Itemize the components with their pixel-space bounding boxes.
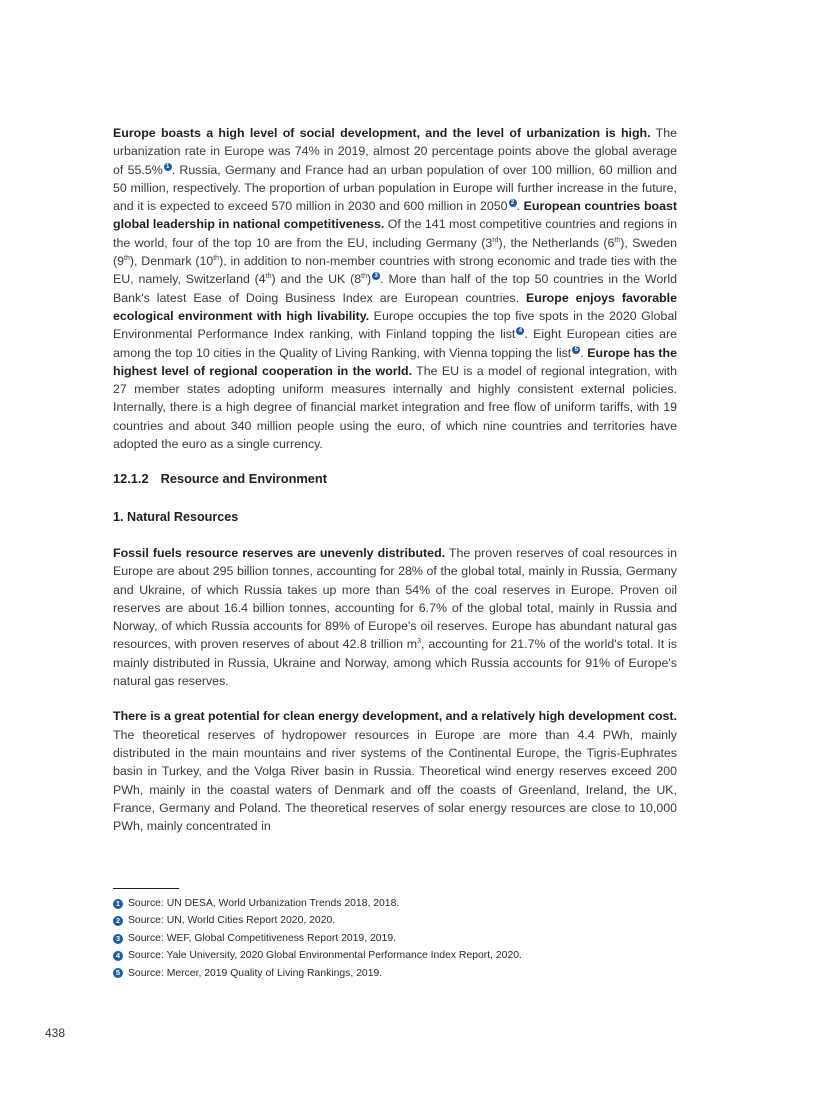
- footnote-number-badge: 5: [113, 968, 123, 978]
- lead-sentence: Europe enjoys favorable ecological environment with high livability.: [113, 290, 678, 323]
- footnote-number-badge: 2: [113, 916, 123, 926]
- footnote-item: [113, 947, 522, 964]
- footnote-item: [113, 895, 522, 912]
- subsection-heading: 1. Natural Resources: [113, 509, 239, 524]
- footnote-ref-3[interactable]: 3: [372, 272, 380, 280]
- text: . More than half of the top 50 countries in the World Bank's latest Ease of Doing Business Index are European countries.: [113, 272, 677, 305]
- text: The urbanization rate in Europe was 74% in 2019, almost 20 percentage points above the global average of 55.5%: [113, 126, 677, 177]
- text: .: [516, 199, 524, 214]
- section-heading: [113, 470, 677, 488]
- footnote-number-badge: 3: [113, 934, 123, 944]
- text: ), the Netherlands (6: [498, 235, 615, 250]
- section-title: Resource and Environment: [160, 471, 327, 487]
- text: ), Denmark (10: [129, 254, 214, 269]
- text: The proven reserves of coal resources in Europe are about 295 billion tonnes, accounting for 28% of the global total, mainly in Russia, Germany and Ukraine, of which Russia takes up more than 54% of the coal reserves in Europe. Proven oil reserves are about 16.4 billion tonnes, accounting for 6.7% of the global total, mainly in Russia and Norway, of which Russia accounts for 89% of Europe's oil reserves. Europe has abundant natural gas resources, with proven reserves of about 42.8 trillion m: [113, 545, 677, 652]
- footnotes: [113, 888, 522, 982]
- ordinal: rd: [492, 236, 499, 244]
- text: .: [580, 345, 588, 360]
- lead-sentence: Europe boasts a high level of social development, and the level of urbanization is high.: [113, 126, 651, 140]
- text: . Eight European cities are among the top 10 cities in the Quality of Living Ranking, with Vienna topping the list: [113, 327, 677, 360]
- text: . Russia, Germany and France had an urban population of over 100 million, 60 million and 50 million, respectively. The proportion of urban population in Europe will further increase in the future, and it is expected to exceed 570 million in 2030 and 600 million in 2050: [113, 162, 677, 214]
- footnote-item: [113, 912, 522, 929]
- ordinal: th: [265, 273, 272, 281]
- footnote-text: Source: UN, World Cities Report 2020, 2020.: [128, 915, 336, 927]
- text: ), in addition to non-member countries with strong economic and trade ties with the EU, namely, Switzerland (4: [113, 254, 677, 287]
- ordinal: th: [124, 255, 130, 263]
- text: Of the 141 most competitive countries and regions in the world, four of the top 10 are from the EU, including Germany (3: [113, 217, 677, 250]
- footnote-ref-2[interactable]: 2: [509, 199, 517, 207]
- paragraph-fossil-fuels: [113, 544, 677, 690]
- footnote-ref-4[interactable]: 4: [516, 327, 524, 335]
- ordinal: th: [213, 255, 220, 263]
- footnote-text: Source: Mercer, 2019 Quality of Living Rankings, 2019.: [128, 967, 383, 979]
- footnote-number-badge: 4: [113, 951, 123, 961]
- text: Europe occupies the top five spots in the 2020 Global Environmental Performance Index ranking, with Finland topping the list: [113, 308, 677, 342]
- page-number: 438: [45, 1026, 66, 1040]
- text: , accounting for 21.7% of the world's total. It is mainly distributed in Russia, Ukraine and Norway, among which Russia accounts for 91% of Europe's natural gas reserves.: [113, 637, 677, 689]
- footnote-item: [113, 930, 522, 947]
- paragraph-clean-energy: [113, 707, 677, 835]
- text: ): [367, 272, 372, 287]
- lead-sentence: Fossil fuels resource reserves are unevenly distributed.: [113, 545, 446, 560]
- superscript: 3: [417, 638, 422, 646]
- lead-sentence: European countries boast global leadership in national competitiveness.: [113, 199, 677, 232]
- footnote-text: Source: WEF, Global Competitiveness Report 2019, 2019.: [128, 932, 396, 944]
- lead-sentence: There is a great potential for clean energy development, and a relatively high development cost.: [113, 709, 677, 724]
- lead-sentence: Europe has the highest level of regional cooperation in the world.: [113, 345, 677, 378]
- footnote-ref-5[interactable]: 5: [572, 346, 580, 354]
- ordinal: th: [614, 236, 621, 244]
- footnote-text: Source: UN DESA, World Urbanization Trends 2018, 2018.: [128, 898, 400, 909]
- paragraph-social-development: [113, 124, 677, 453]
- text: The EU is a model of regional integration, with 27 member states adopting uniform measures internally and highly consistent external policies. Internally, there is a high degree of financial market integration and free flow of uniform tariffs, with 19 countries and about 340 million people using the euro, of which nine countries and territories have adopted the euro as a single currency.: [113, 363, 678, 452]
- text: ), Sweden (9: [113, 235, 677, 269]
- ordinal: th: [361, 273, 368, 281]
- footnote-item: [113, 965, 522, 982]
- text: ) and the UK (8: [271, 272, 362, 287]
- footnote-number-badge: 1: [113, 899, 123, 909]
- text: The theoretical reserves of hydropower resources in Europe are more than 4.4 PWh, mainly distributed in the main mountains and river systems of the Continental Europe, the Tigris-Euphrates basin in Turkey, and the Volga River basin in Russia. Theoretical wind energy reserves exceed 200 PWh, mainly in the coastal waters of Denmark and off the coasts of Greenland, Ireland, the UK, France, Germany and Poland. The theoretical reserves of solar energy resources are close to 10,000 PWh, mainly concentrated in: [113, 727, 677, 834]
- section-number: 12.1.2: [113, 471, 149, 487]
- footnote-text: Source: Yale University, 2020 Global Environmental Performance Index Report, 2020.: [128, 950, 522, 962]
- page-body: [113, 124, 677, 835]
- footnote-divider: [113, 888, 179, 889]
- footnote-ref-1[interactable]: 1: [164, 163, 172, 171]
